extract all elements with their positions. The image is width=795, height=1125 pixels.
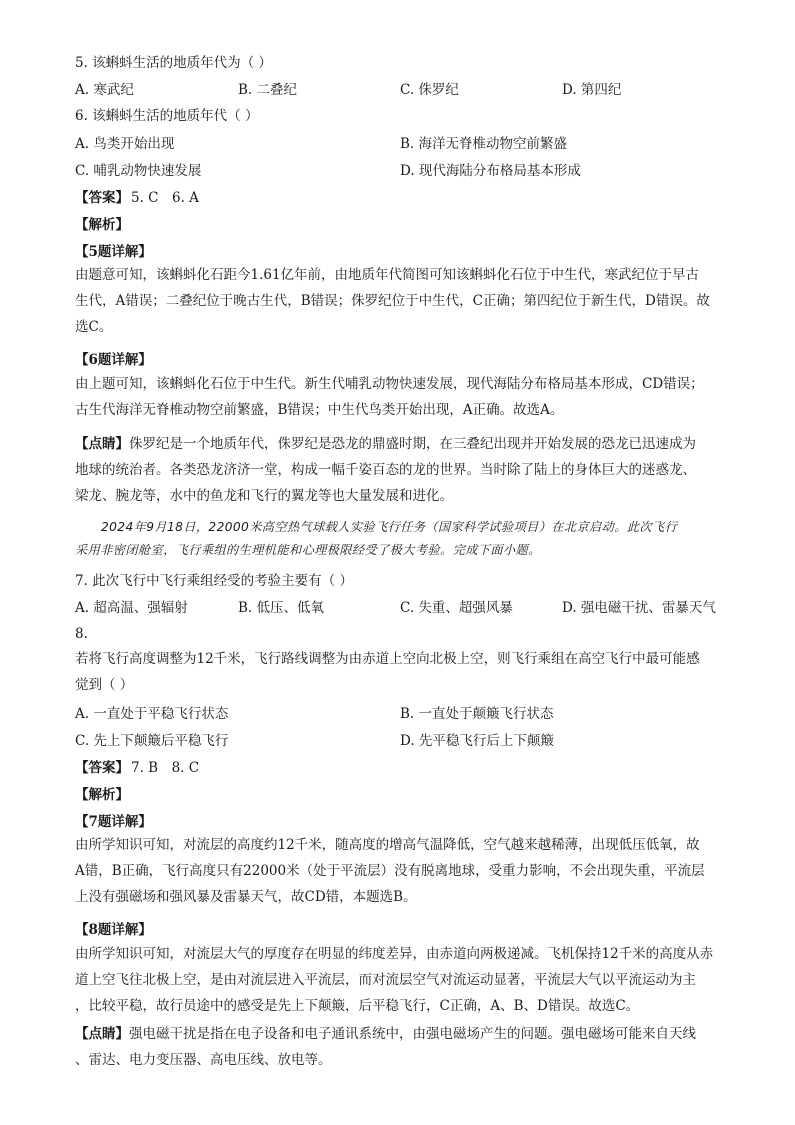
- answer-block-2: [75, 759, 199, 777]
- detail-8-line: 由所学知识可知，对流层大气的厚度存在明显的纬度差异，由赤道向两极递减。飞机保持12千米的高度从赤: [75, 946, 714, 962]
- detail-7-line: A错，B正确，飞行高度只有22000米（处于平流层）没有脱离地球，受重力影响，不会出现失重，平流层: [75, 863, 705, 880]
- q7-option-a: A. 超高温、强辐射: [75, 600, 188, 616]
- analysis-tag-2: 【解析】: [75, 787, 129, 803]
- q5-option-d: D. 第四纪: [562, 82, 622, 98]
- tip-2-line: 强电磁干扰是指在电子设备和电子通讯系统中，由强电磁场产生的问题。强电磁场可能来自天线: [129, 1026, 696, 1042]
- detail-6-tag: 【6题详解】: [75, 352, 152, 368]
- q7-option-c: C. 失重、超强风暴: [400, 600, 513, 616]
- detail-7-line: 由所学知识可知，对流层的高度约12千米，随高度的增高气温降低，空气越来越稀薄，出现低压低氧，故: [75, 837, 700, 853]
- q7-option-b: B. 低压、低氧: [238, 600, 325, 616]
- question-6-stem: 6. 该蝌蚪生活的地质年代（ ）: [75, 108, 259, 124]
- tip-1-line: 梁龙、腕龙等，水中的鱼龙和飞行的翼龙等也大量发展和进化。: [75, 488, 453, 505]
- q6-option-d: D. 现代海陆分布格局基本形成: [400, 163, 581, 179]
- material-line: 采用非密闭舱室，飞行乘组的生理机能和心理极限经受了极大考验。完成下面小题。: [75, 543, 541, 557]
- detail-5-line: 选C。: [75, 319, 113, 336]
- tip-tag: 【点睛】: [75, 1026, 129, 1042]
- q8-stem-line: 若将飞行高度调整为12千米，飞行路线调整为由赤道上空向北极上空，则飞行乘组在高空飞行中最可能感: [75, 651, 700, 667]
- q6-option-b: B. 海洋无脊椎动物空前繁盛: [400, 136, 568, 152]
- question-5-stem: 5. 该蝌蚪生活的地质年代为（ ）: [75, 55, 272, 71]
- detail-7-tag: 【7题详解】: [75, 814, 152, 830]
- answer-tag: 【答案】: [75, 760, 129, 776]
- detail-5-body: [75, 262, 725, 341]
- q8-option-d: D. 先平稳飞行后上下颠簸: [400, 733, 554, 749]
- tip-1-body: [75, 431, 725, 510]
- question-7-stem: 7. 此次飞行中飞行乘组经受的考验主要有（ ）: [75, 573, 353, 589]
- detail-5-tag: 【5题详解】: [75, 244, 152, 260]
- detail-8-line: ，比较平稳，故行员途中的感受是先上下颠簸，后平稳飞行，C正确，A、B、D错误。故选C。: [75, 998, 640, 1015]
- question-8-number: 8.: [75, 626, 88, 642]
- q8-option-b: B. 一直处于颠簸飞行状态: [400, 706, 554, 722]
- detail-8-tag: 【8题详解】: [75, 922, 152, 938]
- material-line: 2024年9月18日，22000米高空热气球载人实验飞行任务（国家科学试验项目）在北京启动。此次飞行: [101, 520, 678, 534]
- detail-6-line: 古生代海洋无脊椎动物空前繁盛，B错误；中生代鸟类开始出现，A正确。故选A。: [75, 402, 564, 419]
- detail-6-body: [75, 371, 725, 423]
- detail-5-line: 生代，A错误；二叠纪位于晚古生代，B错误；侏罗纪位于中生代，C正确；第四纪位于新生代，D错误。故: [75, 293, 710, 310]
- q8-option-a: A. 一直处于平稳飞行状态: [75, 706, 229, 722]
- q6-option-a: A. 鸟类开始出现: [75, 136, 175, 152]
- q5-option-a: A. 寒武纪: [75, 82, 134, 98]
- tip-2-body: [75, 1021, 725, 1073]
- tip-2-line: 、雷达、电力变压器、高电压线、放电等。: [75, 1052, 332, 1069]
- answer-block-1: [75, 189, 199, 207]
- tip-1-line: 地球的统治者。各类恐龙济济一堂，构成一幅千姿百态的龙的世界。当时除了陆上的身体巨大的迷惑龙、: [75, 462, 696, 479]
- detail-8-body: [75, 941, 725, 1020]
- detail-7-body: [75, 832, 725, 911]
- answer-value: 5. C 6. A: [131, 190, 199, 206]
- detail-5-line: 由题意可知，该蝌蚪化石距今1.61亿年前，由地质年代简图可知该蝌蚪化石位于中生代，寒武纪位于早古: [75, 267, 700, 283]
- q6-option-c: C. 哺乳动物快速发展: [75, 163, 202, 179]
- detail-6-line: 由上题可知，该蝌蚪化石位于中生代。新生代哺乳动物快速发展，现代海陆分布格局基本形成，CD错误；: [75, 376, 704, 392]
- q5-option-c: C. 侏罗纪: [400, 82, 459, 98]
- q8-stem-line: 觉到（ ）: [75, 677, 134, 694]
- q8-option-c: C. 先上下颠簸后平稳飞行: [75, 733, 229, 749]
- q7-option-d: D. 强电磁干扰、雷暴天气: [562, 600, 716, 616]
- tip-1-line: 侏罗纪是一个地质年代，侏罗纪是恐龙的鼎盛时期，在三叠纪出现并开始发展的恐龙已迅速成为: [129, 436, 696, 452]
- q5-option-b: B. 二叠纪: [238, 82, 298, 98]
- answer-value: 7. B 8. C: [131, 760, 200, 776]
- question-8-stem: [75, 646, 725, 698]
- analysis-tag-1: 【解析】: [75, 217, 129, 233]
- answer-tag: 【答案】: [75, 190, 129, 206]
- tip-tag: 【点睛】: [75, 436, 129, 452]
- detail-7-line: 上没有强磁场和强风暴及雷暴天气，故CD错，本题选B。: [75, 889, 417, 906]
- detail-8-line: 道上空飞往北极上空，是由对流层进入平流层，而对流层空气对流运动显著，平流层大气以平流运动为主: [75, 972, 696, 989]
- material-passage: [75, 516, 725, 562]
